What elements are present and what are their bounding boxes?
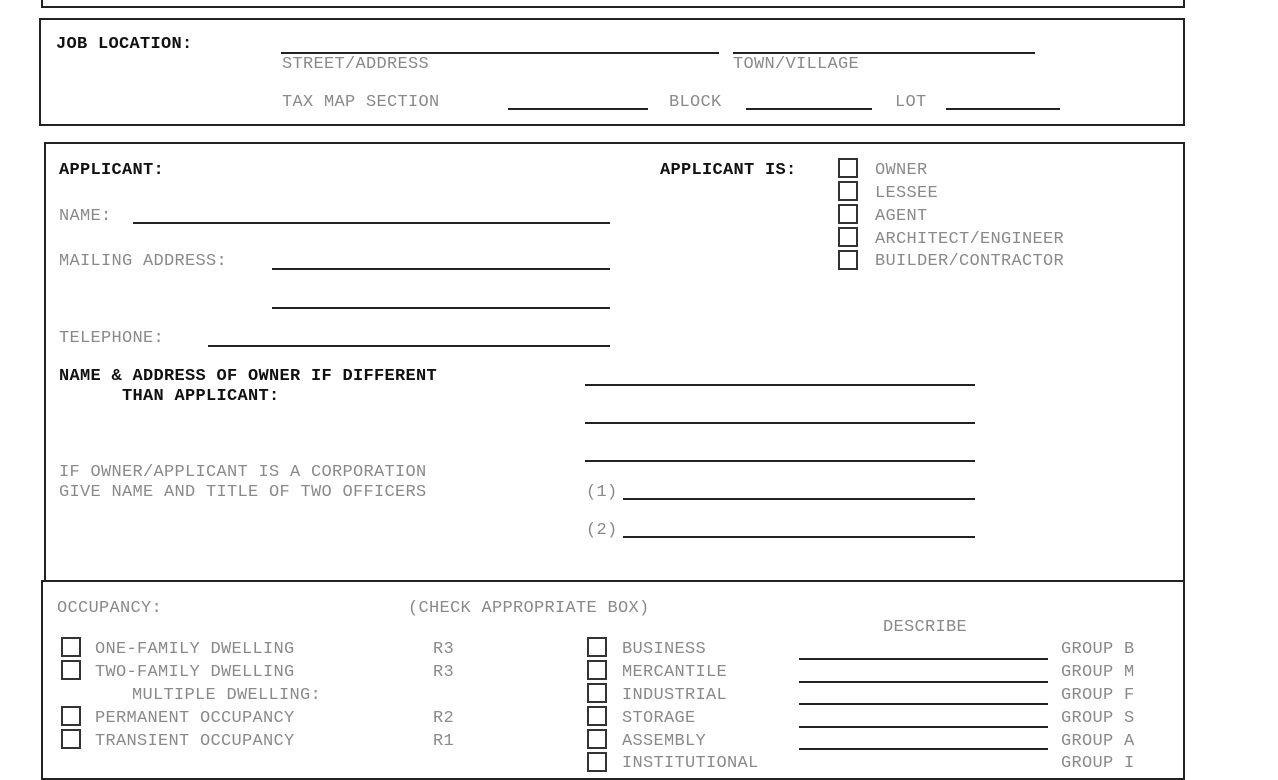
name-field[interactable] [133, 222, 610, 224]
architect-engineer-option-label: ARCHITECT/ENGINEER [875, 230, 1065, 249]
corporation-note-1: IF OWNER/APPLICANT IS A CORPORATION [59, 463, 427, 482]
top-section-box [41, 0, 1185, 8]
applicant-section [44, 142, 1185, 582]
transient-occupancy-checkbox[interactable] [61, 729, 81, 749]
institutional-group: GROUP I [1061, 754, 1135, 773]
applicant-is-label: APPLICANT IS: [660, 161, 797, 180]
storage-describe-field[interactable] [799, 726, 1048, 728]
officer-1-label: (1) [586, 483, 618, 502]
institutional-checkbox[interactable] [587, 752, 607, 772]
multiple-dwelling-label: MULTIPLE DWELLING: [132, 686, 322, 705]
officer-2-field[interactable] [623, 536, 975, 538]
town-village-field[interactable] [733, 52, 1035, 54]
business-describe-field[interactable] [799, 658, 1048, 660]
owner-address-field-1[interactable] [585, 384, 975, 386]
owner-address-field-3[interactable] [585, 460, 975, 462]
permanent-occupancy-code: R2 [433, 709, 455, 728]
telephone-label: TELEPHONE: [59, 329, 165, 348]
owner-option-label: OWNER [875, 161, 928, 180]
name-label: NAME: [59, 207, 112, 226]
mercantile-describe-field[interactable] [799, 681, 1048, 683]
two-family-code: R3 [433, 663, 455, 682]
storage-checkbox[interactable] [587, 706, 607, 726]
owner-address-field-2[interactable] [585, 422, 975, 424]
industrial-group: GROUP F [1061, 686, 1135, 705]
assembly-group: GROUP A [1061, 732, 1135, 751]
builder-contractor-option-label: BUILDER/CONTRACTOR [875, 252, 1065, 271]
one-family-checkbox[interactable] [61, 637, 81, 657]
mercantile-group: GROUP M [1061, 663, 1135, 682]
occupancy-label: OCCUPANCY: [57, 599, 163, 618]
business-label: BUSINESS [622, 640, 707, 659]
mailing-address-field-1[interactable] [272, 268, 610, 270]
lessee-checkbox[interactable] [838, 181, 858, 201]
lessee-option-label: LESSEE [875, 184, 939, 203]
transient-occupancy-label: TRANSIENT OCCUPANCY [95, 732, 295, 751]
one-family-code: R3 [433, 640, 455, 659]
builder-contractor-checkbox[interactable] [838, 250, 858, 270]
one-family-label: ONE-FAMILY DWELLING [95, 640, 295, 659]
storage-label: STORAGE [622, 709, 696, 728]
telephone-field[interactable] [208, 345, 610, 347]
storage-group: GROUP S [1061, 709, 1135, 728]
assembly-checkbox[interactable] [587, 729, 607, 749]
applicant-heading: APPLICANT: [59, 161, 165, 180]
town-village-caption: TOWN/VILLAGE [733, 55, 860, 74]
business-checkbox[interactable] [587, 637, 607, 657]
architect-engineer-checkbox[interactable] [838, 227, 858, 247]
owner-if-different-label-2: THAN APPLICANT: [122, 387, 280, 406]
permanent-occupancy-checkbox[interactable] [61, 706, 81, 726]
transient-occupancy-code: R1 [433, 732, 455, 751]
industrial-checkbox[interactable] [587, 683, 607, 703]
two-family-label: TWO-FAMILY DWELLING [95, 663, 295, 682]
street-address-field[interactable] [281, 52, 719, 54]
mercantile-checkbox[interactable] [587, 660, 607, 680]
business-group: GROUP B [1061, 640, 1135, 659]
agent-checkbox[interactable] [838, 204, 858, 224]
officer-1-field[interactable] [623, 498, 975, 500]
permanent-occupancy-label: PERMANENT OCCUPANCY [95, 709, 295, 728]
mailing-address-field-2[interactable] [272, 307, 610, 309]
corporation-note-2: GIVE NAME AND TITLE OF TWO OFFICERS [59, 483, 427, 502]
owner-if-different-label-1: NAME & ADDRESS OF OWNER IF DIFFERENT [59, 367, 438, 386]
assembly-describe-field[interactable] [799, 748, 1048, 750]
mailing-address-label: MAILING ADDRESS: [59, 252, 228, 271]
owner-checkbox[interactable] [838, 158, 858, 178]
officer-2-label: (2) [586, 521, 618, 540]
two-family-checkbox[interactable] [61, 660, 81, 680]
describe-heading: DESCRIBE [883, 618, 968, 637]
industrial-describe-field[interactable] [799, 703, 1048, 705]
block-field[interactable] [746, 108, 872, 110]
street-address-caption: STREET/ADDRESS [282, 55, 430, 74]
assembly-label: ASSEMBLY [622, 732, 707, 751]
agent-option-label: AGENT [875, 207, 928, 226]
job-location-section [39, 18, 1185, 126]
occupancy-section [41, 580, 1185, 780]
block-label: BLOCK [669, 93, 722, 112]
check-box-instruction: (CHECK APPROPRIATE BOX) [408, 599, 650, 618]
tax-map-field[interactable] [508, 108, 648, 110]
lot-field[interactable] [946, 108, 1060, 110]
job-location-label: JOB LOCATION: [56, 35, 193, 54]
institutional-label: INSTITUTIONAL [622, 754, 759, 773]
industrial-label: INDUSTRIAL [622, 686, 728, 705]
lot-label: LOT [895, 93, 927, 112]
mercantile-label: MERCANTILE [622, 663, 728, 682]
tax-map-label: TAX MAP SECTION [282, 93, 440, 112]
